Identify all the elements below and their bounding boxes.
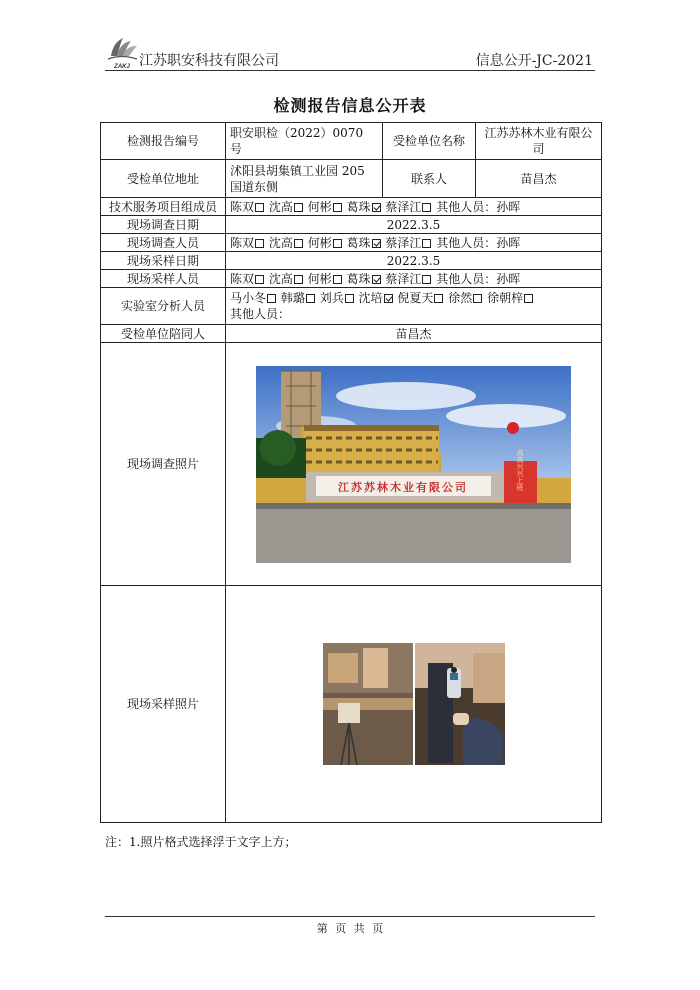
escort-value: 苗昌杰: [226, 325, 602, 343]
checkbox-checked-icon: [372, 203, 381, 212]
checkbox-checked-icon: [372, 239, 381, 248]
checkbox-icon: [255, 239, 264, 248]
table-row: [101, 270, 602, 288]
table-row: [101, 198, 602, 216]
company-name: 江苏职安科技有限公司: [139, 53, 279, 69]
address-value: 沭阳县胡集镇工业园 205 国道东侧: [226, 160, 383, 198]
checkbox-icon: [434, 294, 443, 303]
sampling-date-value: 2022.3.5: [226, 252, 602, 270]
checkbox-icon: [294, 203, 303, 212]
sampling-photo-label: 现场采样照片: [101, 586, 226, 823]
sampling-staff-label: 现场采样人员: [101, 270, 226, 288]
table-row: [101, 343, 602, 586]
checkbox-icon: [422, 275, 431, 284]
escort-label: 受检单位陪同人: [101, 325, 226, 343]
table-row: [101, 586, 602, 823]
survey-staff-members: 陈双 沈高 何彬 葛珠 蔡泽江 其他人员：孙晖: [226, 234, 602, 252]
sampling-photo-cell: [226, 586, 602, 823]
contact-value: 苗昌杰: [476, 160, 602, 198]
page-header: [105, 30, 595, 70]
address-label: 受检单位地址: [101, 160, 226, 198]
checkbox-icon: [294, 239, 303, 248]
checkbox-checked-icon: [372, 275, 381, 284]
survey-date-label: 现场调查日期: [101, 216, 226, 234]
checkbox-icon: [294, 275, 303, 284]
checkbox-icon: [306, 294, 315, 303]
site-sampling-photo: [323, 643, 505, 765]
report-no-label: 检测报告编号: [101, 123, 226, 160]
sampling-date-label: 现场采样日期: [101, 252, 226, 270]
page-title: 检测报告信息公开表: [273, 96, 427, 115]
lab-staff-members: 马小冬 韩璐 刘兵 沈培 倪夏天 徐然 徐朝梓 其他人员：: [226, 288, 602, 325]
checkbox-icon: [422, 239, 431, 248]
sampling-staff-members: 陈双 沈高 何彬 葛珠 蔡泽江 其他人员：孙晖: [226, 270, 602, 288]
site-survey-photo: [256, 366, 571, 563]
report-no-value: 职安职检（2022）0070 号: [226, 123, 383, 160]
table-row: [101, 252, 602, 270]
header-divider: [105, 70, 595, 71]
report-table: [100, 122, 602, 823]
checkbox-icon: [345, 294, 354, 303]
survey-photo-label: 现场调查照片: [101, 343, 226, 586]
page-number-footer: 第 页 共 页: [316, 922, 384, 935]
unit-name-label: 受检单位名称: [383, 123, 476, 160]
survey-date-value: 2022.3.5: [226, 216, 602, 234]
survey-staff-label: 现场调查人员: [101, 234, 226, 252]
checkbox-icon: [255, 275, 264, 284]
team-label: 技术服务项目组成员: [101, 198, 226, 216]
logo-text: ZAKJ: [114, 64, 130, 70]
survey-photo-cell: [226, 343, 602, 586]
table-row: [101, 325, 602, 343]
checkbox-icon: [267, 294, 276, 303]
unit-name-value: 江苏苏林木业有限公司: [476, 123, 602, 160]
sign-text: 江苏苏林木业有限公司: [338, 480, 468, 494]
checkbox-icon: [333, 239, 342, 248]
checkbox-icon: [473, 294, 482, 303]
checkbox-icon: [422, 203, 431, 212]
table-row: [101, 123, 602, 160]
footer-divider: [105, 916, 595, 917]
team-members: 陈双 沈高 何彬 葛珠 蔡泽江 其他人员：孙晖: [226, 198, 602, 216]
checkbox-icon: [333, 275, 342, 284]
contact-label: 联系人: [383, 160, 476, 198]
checkbox-checked-icon: [384, 294, 393, 303]
table-row: [101, 234, 602, 252]
table-row: [101, 160, 602, 198]
checkbox-icon: [333, 203, 342, 212]
document-code: 信息公开-JC-2021: [475, 53, 593, 69]
lab-staff-label: 实验室分析人员: [101, 288, 226, 325]
checkbox-icon: [255, 203, 264, 212]
company-logo: [105, 32, 139, 70]
checkbox-icon: [524, 294, 533, 303]
footnote: 注：1.照片格式选择浮于文字上方；: [105, 835, 297, 849]
banner-text: 高高兴兴上班: [516, 448, 524, 491]
table-row: [101, 216, 602, 234]
table-row: [101, 288, 602, 325]
